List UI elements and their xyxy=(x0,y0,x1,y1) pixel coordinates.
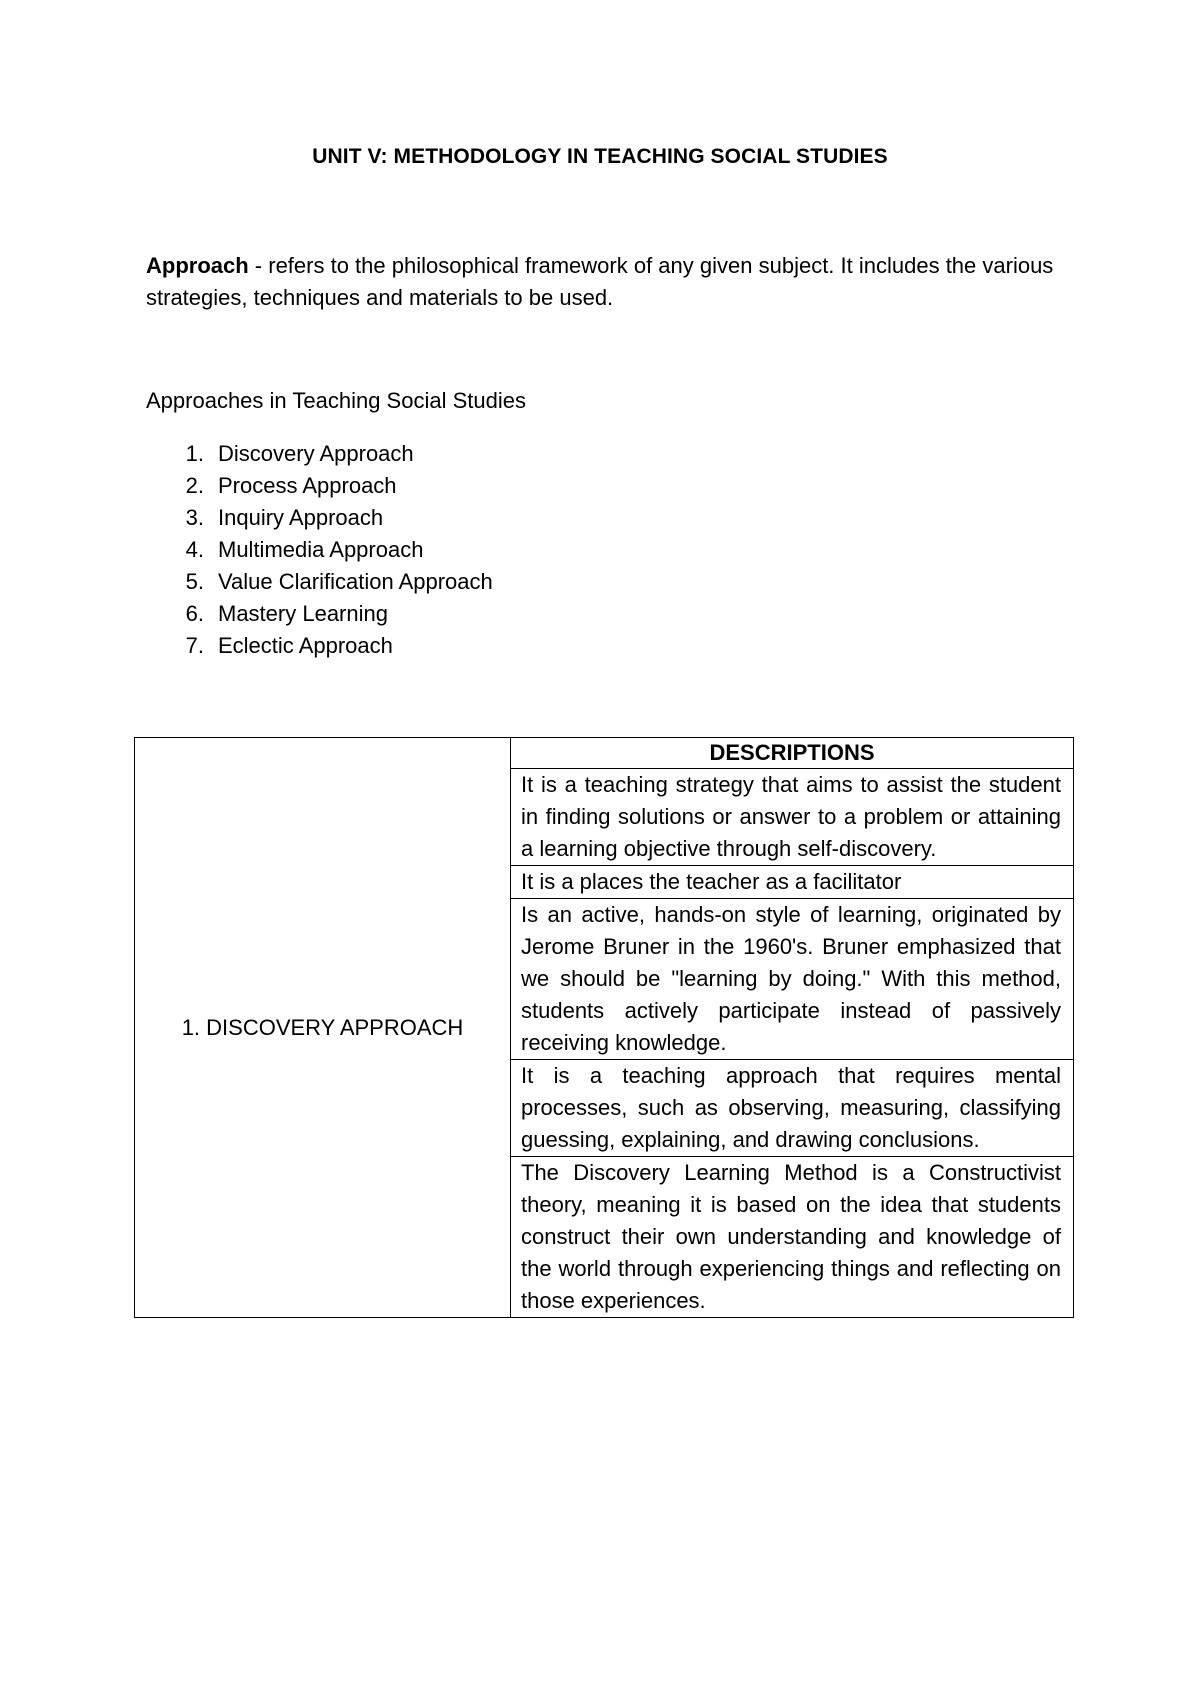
list-item-number: 1. xyxy=(185,441,204,466)
definition-text: - refers to the philosophical framework of any given subject. It includes the various strategies, techniques and materials to be used. xyxy=(146,253,1054,310)
list-item-number: 6. xyxy=(185,601,204,626)
list-item-label: Mastery Learning xyxy=(218,601,388,626)
table-row xyxy=(135,738,1074,769)
approaches-list xyxy=(146,438,493,662)
approach-definition xyxy=(146,250,1066,314)
list-item-label: Value Clarification Approach xyxy=(218,569,493,594)
description-cell: It is a teaching strategy that aims to assist the student in finding solutions or answer to a problem or attaining a learning objective through self-discovery. xyxy=(511,769,1074,866)
description-cell: The Discovery Learning Method is a Constructivist theory, meaning it is based on the idea that students construct their own understanding and knowledge of the world through experiencing things and reflecting on those experiences. xyxy=(511,1157,1074,1318)
list-item-label: Process Approach xyxy=(218,473,397,498)
list-item-number: 2. xyxy=(185,473,204,498)
description-cell: It is a places the teacher as a facilitator xyxy=(511,866,1074,899)
list-item-number: 7. xyxy=(185,633,204,658)
list-item-label: Eclectic Approach xyxy=(218,633,393,658)
list-item xyxy=(146,502,493,534)
list-item xyxy=(146,534,493,566)
approach-name-cell: 1. DISCOVERY APPROACH xyxy=(135,738,511,1318)
list-heading: Approaches in Teaching Social Studies xyxy=(146,388,526,413)
description-cell: It is a teaching approach that requires mental processes, such as observing, measuring, classifying guessing, explaining, and drawing conclusions. xyxy=(511,1060,1074,1157)
list-item xyxy=(146,598,493,630)
discovery-approach-table xyxy=(134,737,1074,1318)
list-item-label: Discovery Approach xyxy=(218,441,414,466)
list-item-number: 5. xyxy=(185,569,204,594)
list-item-number: 4. xyxy=(185,537,204,562)
list-item xyxy=(146,630,493,662)
list-item xyxy=(146,470,493,502)
list-item-label: Inquiry Approach xyxy=(218,505,384,530)
list-item xyxy=(146,438,493,470)
list-item-label: Multimedia Approach xyxy=(218,537,424,562)
descriptions-header: DESCRIPTIONS xyxy=(511,738,1074,769)
list-item-number: 3. xyxy=(185,505,204,530)
definition-term: Approach xyxy=(146,253,249,278)
description-cell: Is an active, hands-on style of learning, originated by Jerome Bruner in the 1960's. Bruner emphasized that we should be "learning by doing." With this method, students actively participate instead of passively receiving knowledge. xyxy=(511,899,1074,1060)
list-item xyxy=(146,566,493,598)
page-title: UNIT V: METHODOLOGY IN TEACHING SOCIAL STUDIES xyxy=(312,145,888,168)
